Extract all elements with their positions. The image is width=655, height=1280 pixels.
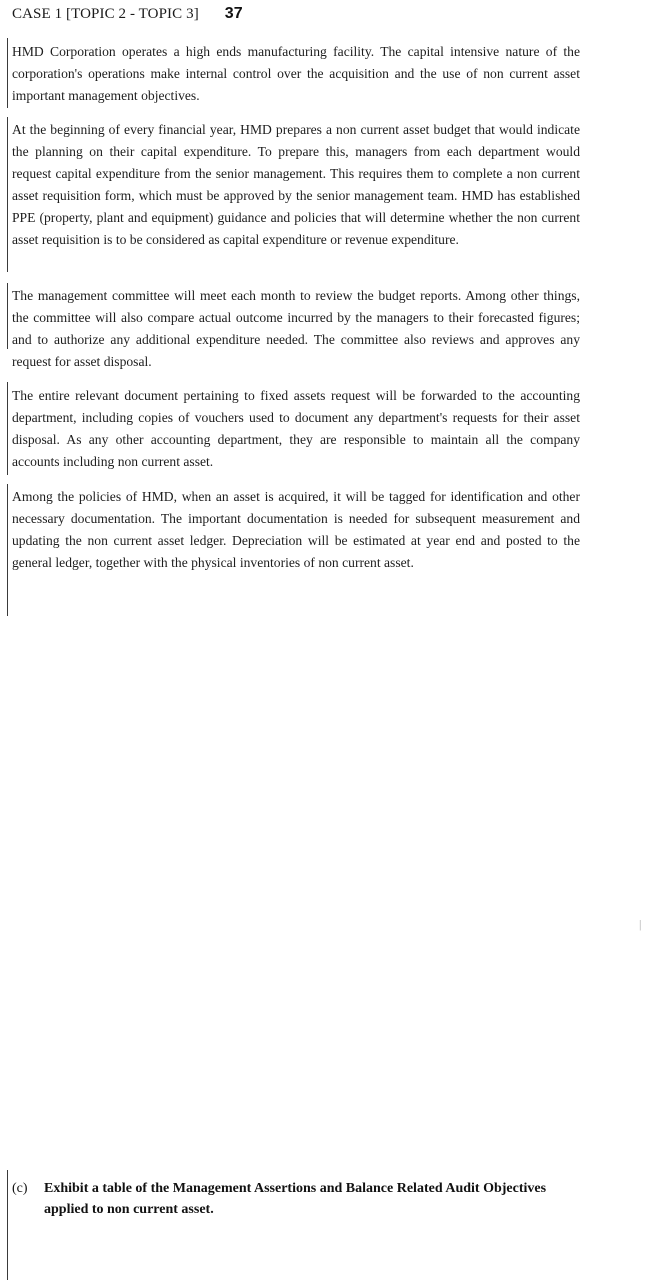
question-text: Exhibit a table of the Management Assertions and Balance Related Audit Objectives applied to non current asset.	[44, 1181, 547, 1217]
case-title: CASE 1 [TOPIC 2 - TOPIC 3]	[12, 6, 199, 22]
question-label: (c)	[12, 1181, 28, 1196]
case-paragraph: The entire relevant document pertaining to fixed assets request will be forwarded to the accounting department, including copies of vouchers used to document any department's requests for their asset disposal. As any other accounting department, they are responsible to maintain all the company accounts including non current asset.	[12, 388, 580, 469]
page-edge-mark: |	[639, 917, 642, 931]
case-paragraph: At the beginning of every financial year, HMD prepares a non current asset budget that would indicate the planning on their capital expenditure. To prepare this, managers from each department would request capital expenditure from the senior management. This requires them to complete a non current asset requisition form, which must be approved by the senior management team. HMD has established PPE (property, plant and equipment) guidance and policies that will determine whether the non current asset requisition is to be considered as capital expenditure or revenue expenditure.	[12, 122, 580, 247]
page-number: 37	[224, 5, 243, 22]
margin-rule	[7, 117, 8, 272]
margin-rule	[7, 38, 8, 108]
question-c	[12, 1178, 592, 1220]
case-paragraph: Among the policies of HMD, when an asset is acquired, it will be tagged for identification and other necessary documentation. The important documentation is needed for subsequent measurement and updating the non current asset ledger. Depreciation will be estimated at year end and posted to the general ledger, together with the physical inventories of non current asset.	[12, 489, 580, 570]
page-header	[12, 5, 243, 27]
margin-rule	[7, 283, 8, 349]
case-paragraph: HMD Corporation operates a high ends manufacturing facility. The capital intensive nature of the corporation's operations make internal control over the acquisition and the use of non current asset important management objectives.	[12, 44, 580, 103]
margin-rule	[7, 484, 8, 616]
margin-rule	[7, 1170, 8, 1280]
margin-rule	[7, 382, 8, 475]
case-paragraph: The management committee will meet each month to review the budget reports. Among other things, the committee will also compare actual outcome incurred by the managers to their forecasted figures; and to authorize any additional expenditure needed. The committee also reviews and approves any request for asset disposal.	[12, 288, 580, 369]
